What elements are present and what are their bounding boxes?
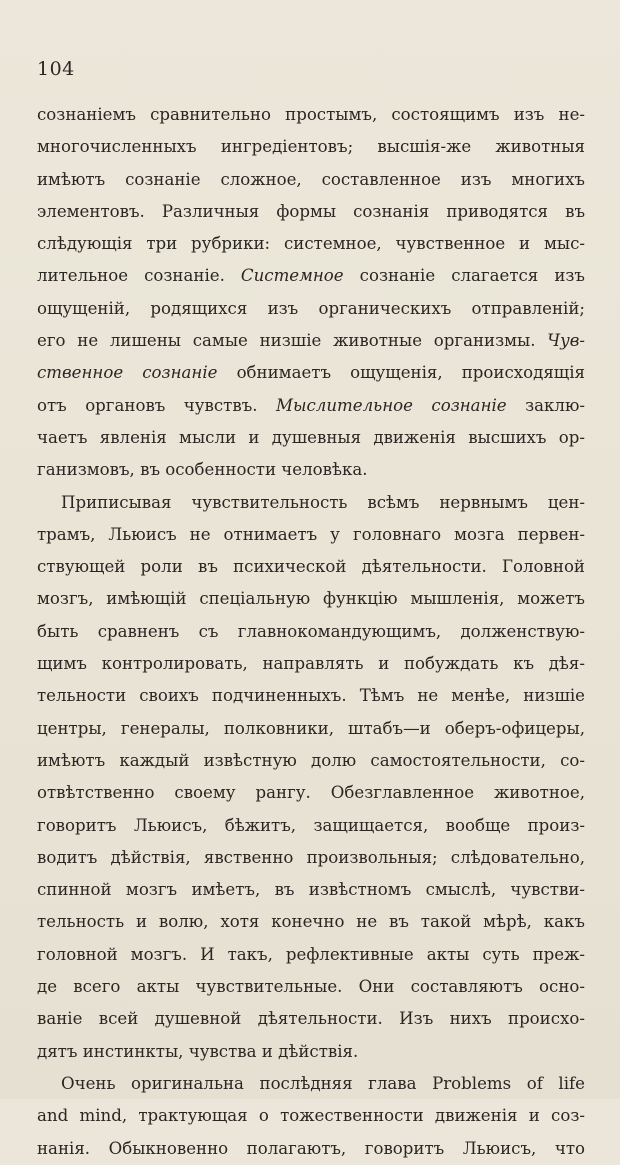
text-line: [37, 325, 585, 357]
text-run: лительное сознаніе.: [37, 266, 241, 286]
text-line: [37, 196, 585, 228]
text-line: [37, 971, 585, 1003]
text-run: чаетъ явленія мысли и душевныя движенія высшихъ ор-: [37, 427, 585, 447]
text-run: имѣютъ каждый извѣстную долю самостоятельности, со-: [37, 750, 585, 770]
text-run: сознаніемъ сравнительно простымъ, состоящимъ изъ не-: [37, 105, 585, 124]
text-run: Очень оригинальна послѣдняя глава Problems of life: [61, 1073, 585, 1093]
text-run: and mind, трактующая о тожественности движенія и соз-: [37, 1106, 585, 1126]
text-run: заклю-: [506, 395, 585, 415]
page-number: 104: [37, 58, 75, 80]
text-line: [37, 616, 585, 648]
text-line: [37, 1133, 585, 1165]
text-line: [37, 1068, 585, 1100]
text-run: быть сравненъ съ главнокомандующимъ, долженствую-: [37, 621, 585, 641]
text-run: отъ органовъ чувствъ.: [37, 395, 276, 415]
text-line: [37, 131, 585, 163]
italic-term: ственное сознаніе: [37, 363, 218, 383]
text-line: [37, 390, 585, 422]
text-line: [37, 680, 585, 712]
text-line: [37, 583, 585, 615]
text-line: [37, 99, 585, 131]
text-run: центры, генералы, полковники, штабъ—и оберъ-офицеры,: [37, 718, 585, 738]
text-run: дятъ инстинкты, чувства и дѣйствія.: [37, 1041, 359, 1061]
text-run: спинной мозгъ имѣетъ, въ извѣстномъ смыслѣ, чувстви-: [37, 880, 585, 900]
text-run: сознаніе слагается изъ: [343, 266, 585, 286]
text-run: обнимаетъ ощущенія, происходящія: [217, 363, 585, 383]
text-run: ощущеній, родящихся изъ органическихъ отправленій;: [37, 298, 585, 318]
text-run: элементовъ. Различныя формы сознанія приводятся въ: [37, 201, 585, 221]
text-line: [37, 745, 585, 777]
text-run: тельности своихъ подчиненныхъ. Тѣмъ не менѣе, низшіе: [37, 686, 585, 706]
text-line: [37, 487, 585, 519]
text-run: его не лишены самые низшіе животные организмы.: [37, 331, 548, 351]
text-run: щимъ контролировать, направлять и побуждать къ дѣя-: [37, 654, 585, 674]
text-line: [37, 810, 585, 842]
text-run: де всего акты чувствительные. Они составляютъ осно-: [37, 977, 585, 997]
text-run: тельность и волю, хотя конечно не въ такой мѣрѣ, какъ: [37, 912, 585, 932]
text-line: [37, 777, 585, 809]
text-line: [37, 1003, 585, 1035]
text-line: [37, 164, 585, 196]
body-text: [37, 99, 585, 1165]
text-run: трамъ, Льюисъ не отнимаетъ у головнаго мозга первен-: [37, 524, 585, 544]
text-line: [37, 1100, 585, 1132]
text-run: мозгъ, имѣющій спеціальную функцію мышленія, можетъ: [37, 589, 585, 609]
text-run: имѣютъ сознаніе сложное, составленное изъ многихъ: [37, 169, 585, 189]
text-run: Приписывая чувствительность всѣмъ нервнымъ цен-: [61, 492, 585, 512]
text-line: [37, 519, 585, 551]
text-line: [37, 842, 585, 874]
text-run: ствующей роли въ психической дѣятельности. Головной: [37, 557, 585, 577]
text-run: слѣдующія три рубрики: системное, чувственное и мыс-: [37, 234, 585, 254]
italic-term: Чув-: [547, 331, 585, 351]
text-run: водитъ дѣйствія, явственно произвольныя; слѣдовательно,: [37, 847, 585, 867]
text-run: многочисленныхъ ингредіентовъ; высшія-же животныя: [37, 137, 585, 157]
text-run: ганизмовъ, въ особенности человѣка.: [37, 460, 368, 480]
text-line: [37, 713, 585, 745]
text-line: [37, 454, 585, 486]
text-line: [37, 939, 585, 971]
text-run: ваніе всей душевной дѣятельности. Изъ нихъ происхо-: [37, 1009, 585, 1029]
text-line: [37, 648, 585, 680]
text-line: [37, 906, 585, 938]
text-line: [37, 357, 585, 389]
italic-term: Системное: [240, 266, 344, 286]
text-line: [37, 551, 585, 583]
text-line: [37, 228, 585, 260]
text-line: [37, 1036, 585, 1068]
text-run: нанія. Обыкновенно полагаютъ, говоритъ Льюисъ, что: [37, 1138, 585, 1158]
text-run: говоритъ Льюисъ, бѣжитъ, защищается, вообще произ-: [37, 815, 585, 835]
text-line: [37, 422, 585, 454]
italic-term: Мыслительное сознаніе: [276, 395, 507, 415]
text-line: [37, 874, 585, 906]
text-line: [37, 260, 585, 292]
text-run: отвѣтственно своему рангу. Обезглавленное животное,: [37, 783, 585, 803]
text-line: [37, 293, 585, 325]
text-run: головной мозгъ. И такъ, рефлективные акты суть преж-: [37, 944, 585, 964]
